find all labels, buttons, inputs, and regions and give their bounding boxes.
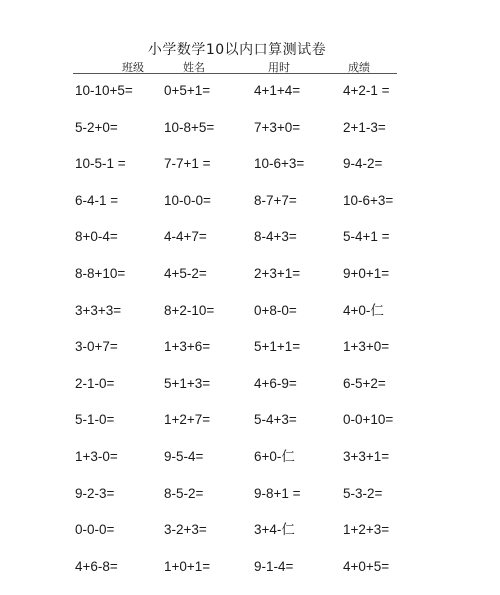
problem-item: 10-10+5= — [75, 83, 133, 98]
problem-item: 3-2+3= — [164, 522, 207, 538]
problem-row — [75, 193, 495, 230]
problem-item: 5-2+0= — [75, 119, 118, 135]
problem-row — [75, 120, 495, 157]
problem-item: 3+3+1= — [343, 448, 390, 464]
class-label: 班级 — [122, 61, 144, 74]
problem-item: 8-8+10= — [75, 265, 126, 281]
problem-item: 6-5+2= — [343, 375, 386, 391]
problem-item: 4-4+7= — [164, 229, 207, 245]
problem-item: 6-4-1 = — [75, 192, 119, 208]
problem-item: 5+1+3= — [164, 375, 211, 391]
problem-item: 4+2-1 = — [343, 83, 390, 98]
problem-item: 4+6-8= — [75, 558, 118, 574]
info-header-row — [73, 59, 397, 74]
name-label: 姓名 — [183, 61, 205, 74]
problem-item: 5+1+1= — [254, 339, 301, 355]
problem-item: 9-5-4= — [164, 448, 204, 464]
problem-item: 0-0-0= — [75, 522, 115, 538]
problem-item: 0-0+10= — [343, 412, 394, 428]
problem-item: 3+4-仁 — [254, 522, 295, 538]
problem-item: 4+0+5= — [343, 558, 390, 574]
problem-item: 4+1+4= — [254, 83, 301, 98]
problem-item: 2+3+1= — [254, 265, 301, 281]
problem-item: 10-0-0= — [164, 192, 211, 208]
problem-item: 0+5+1= — [164, 83, 211, 98]
problem-grid — [75, 83, 495, 595]
problem-item: 9-4-2= — [343, 156, 383, 172]
problem-item: 10-6+3= — [254, 156, 305, 172]
problem-row — [75, 266, 495, 303]
problem-item: 4+6-9= — [254, 375, 297, 391]
problem-item: 5-4+1 = — [343, 229, 390, 245]
problem-row — [75, 486, 495, 523]
problem-row — [75, 559, 495, 595]
problem-item: 1+3-0= — [75, 448, 118, 464]
problem-item: 8-7+7= — [254, 192, 297, 208]
problem-item: 10-5-1 = — [75, 156, 126, 172]
problem-item: 1+2+3= — [343, 522, 390, 538]
problem-item: 5-1-0= — [75, 412, 115, 428]
problem-item: 9-2-3= — [75, 485, 115, 501]
problem-item: 8-5-2= — [164, 485, 204, 501]
problem-item: 8+2-10= — [164, 302, 215, 318]
score-label: 成绩 — [348, 61, 370, 74]
problem-item: 7-7+1 = — [164, 156, 211, 172]
problem-row — [75, 83, 495, 120]
problem-item: 10-6+3= — [343, 192, 394, 208]
problem-item: 10-8+5= — [164, 119, 215, 135]
problem-item: 1+3+6= — [164, 339, 211, 355]
problem-item: 7+3+0= — [254, 119, 301, 135]
problem-item: 9+0+1= — [343, 265, 390, 281]
problem-item: 5-3-2= — [343, 485, 383, 501]
problem-row — [75, 522, 495, 559]
problem-item: 6+0-仁 — [254, 448, 295, 464]
problem-item: 2+1-3= — [343, 119, 386, 135]
problem-item: 0+8-0= — [254, 302, 297, 318]
page-title: 小学数学10以内口算测试卷 — [147, 42, 327, 58]
problem-item: 2-1-0= — [75, 375, 115, 391]
problem-item: 9-1-4= — [254, 558, 294, 574]
problem-item: 1+0+1= — [164, 558, 211, 574]
problem-row — [75, 339, 495, 376]
problem-row — [75, 449, 495, 486]
problem-item: 1+2+7= — [164, 412, 211, 428]
problem-item: 1+3+0= — [343, 339, 390, 355]
problem-row — [75, 156, 495, 193]
problem-row — [75, 229, 495, 266]
problem-item: 8-4+3= — [254, 229, 297, 245]
problem-row — [75, 412, 495, 449]
problem-item: 4+0-仁 — [343, 302, 384, 318]
time-label: 用时 — [268, 61, 290, 74]
problem-item: 9-8+1 = — [254, 485, 301, 501]
problem-item: 3-0+7= — [75, 339, 118, 355]
problem-row — [75, 376, 495, 413]
problem-item: 3+3+3= — [75, 302, 122, 318]
problem-row — [75, 303, 495, 340]
problem-item: 5-4+3= — [254, 412, 297, 428]
problem-item: 4+5-2= — [164, 265, 207, 281]
problem-item: 8+0-4= — [75, 229, 118, 245]
